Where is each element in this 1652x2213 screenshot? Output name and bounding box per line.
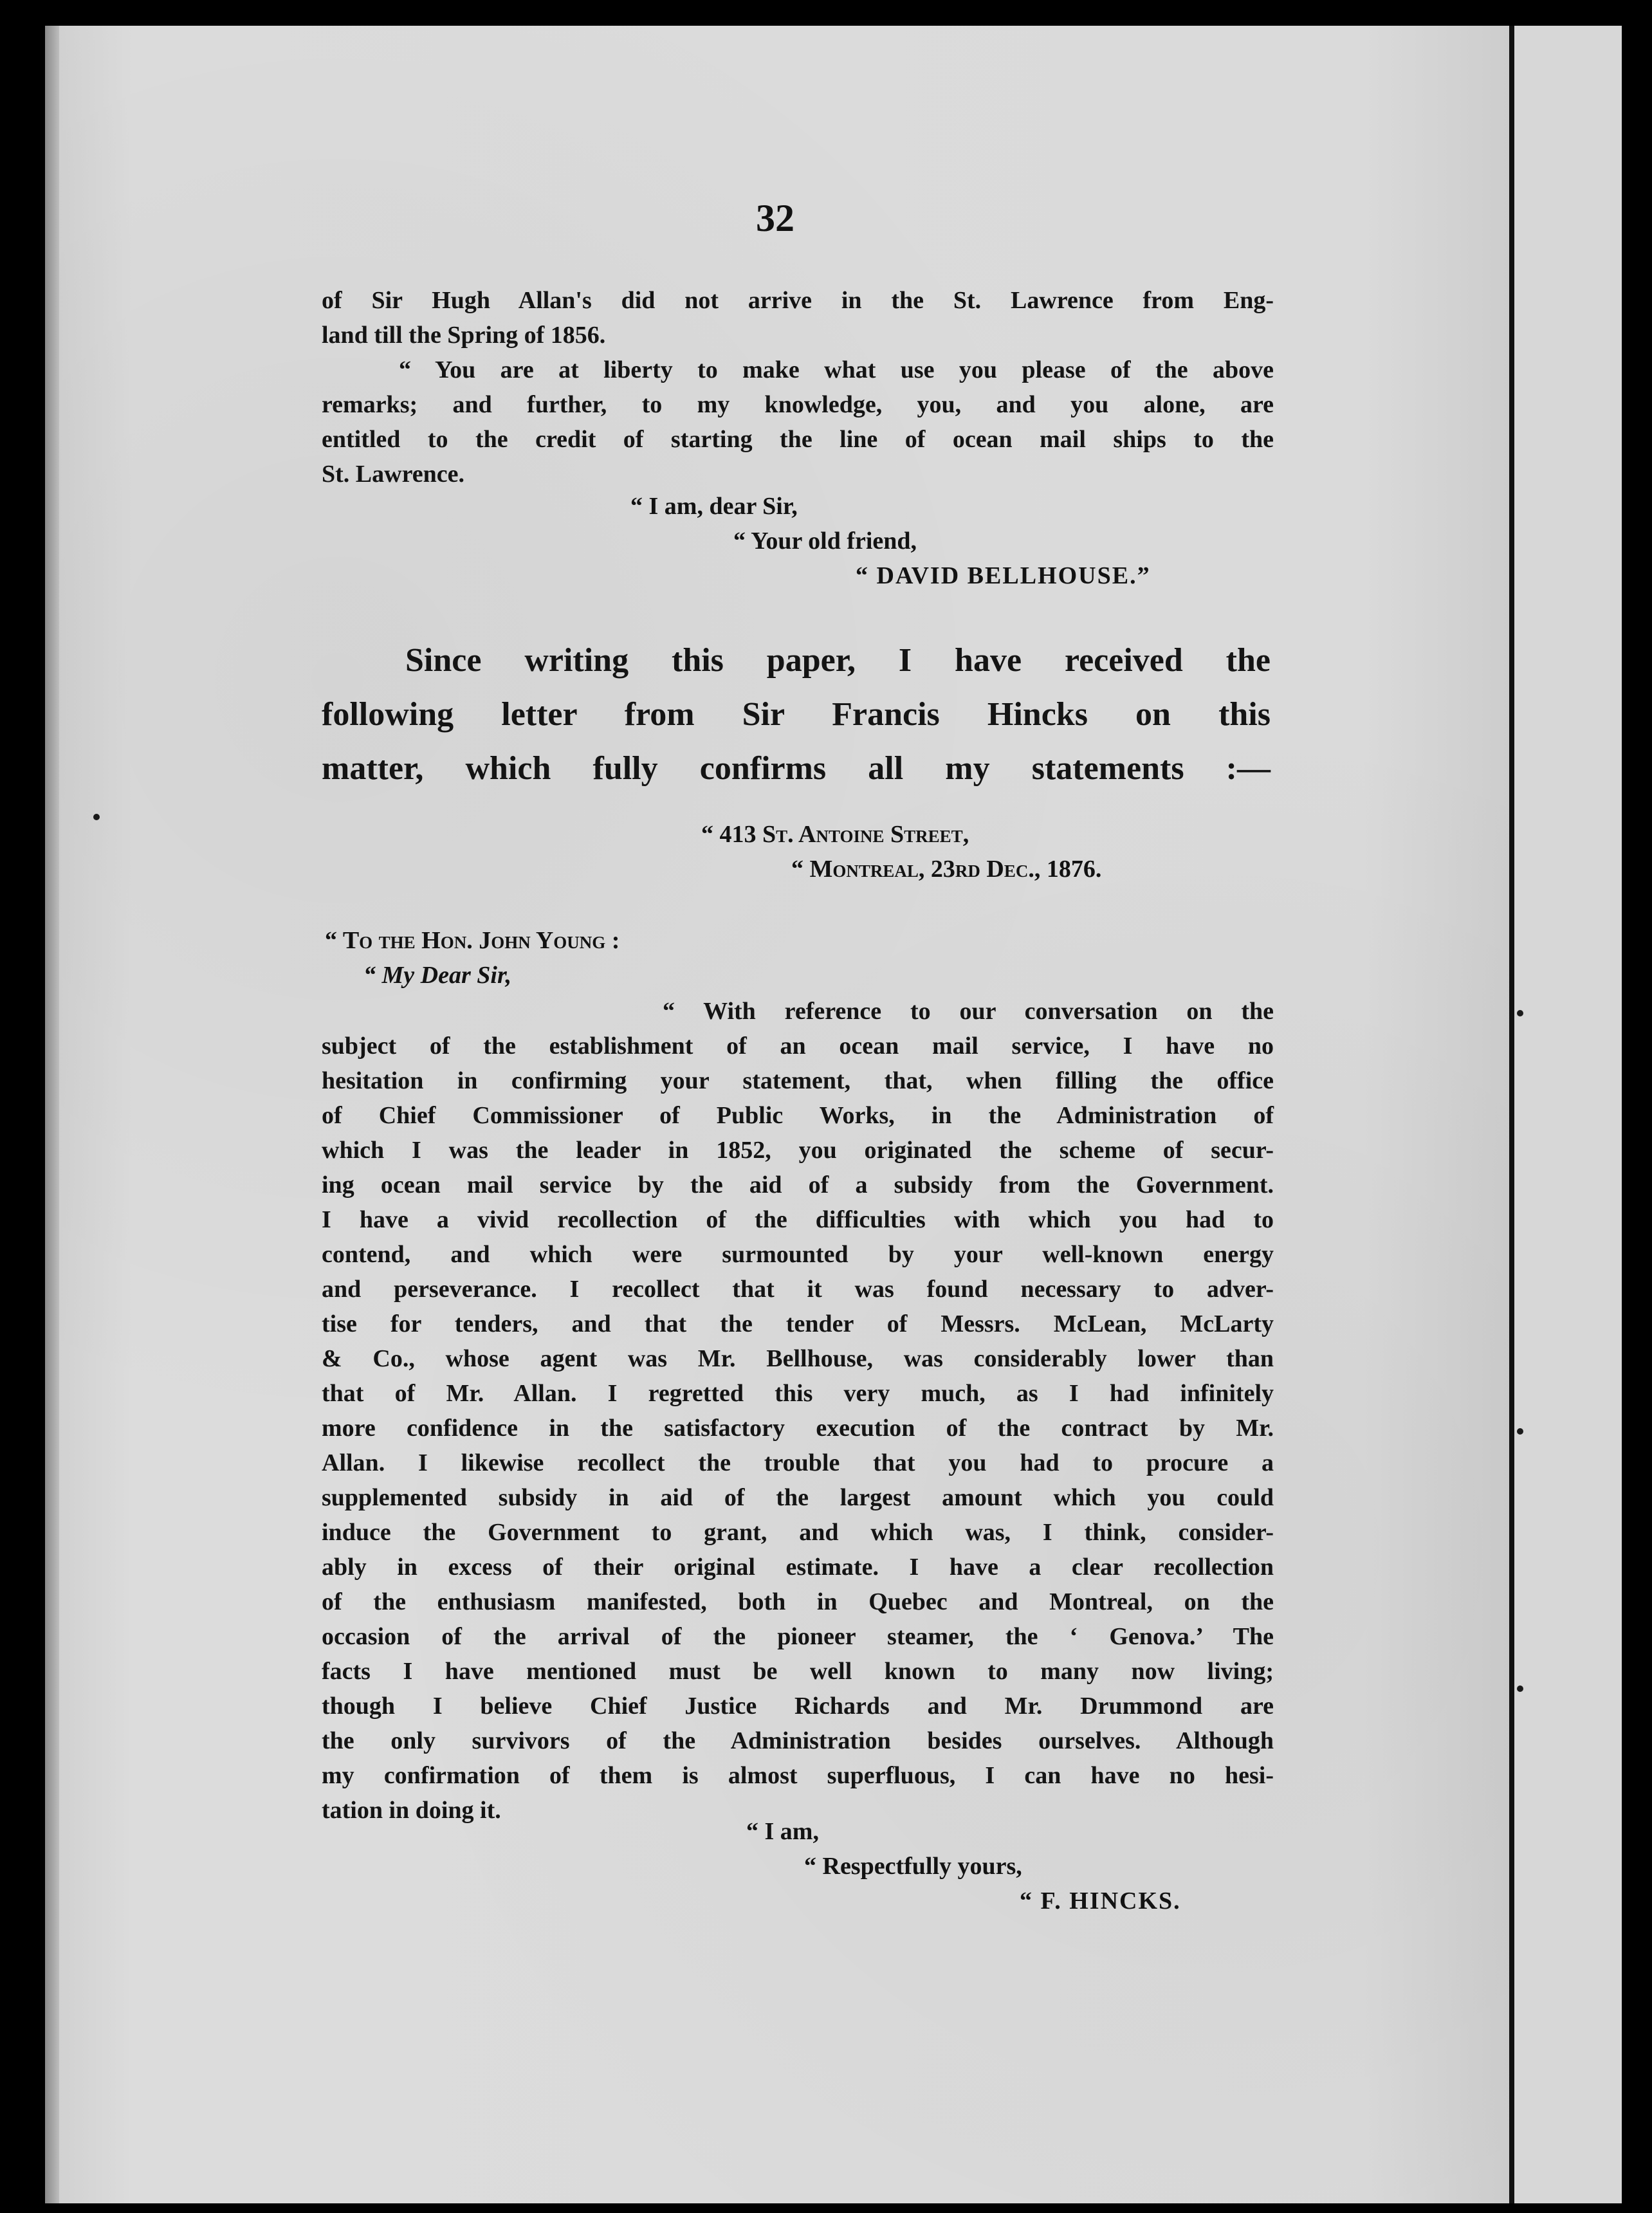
text-line: of Sir Hugh Allan's did not arrive in the St. Lawrence from Eng- xyxy=(322,287,1274,314)
text-line: contend, and which were surmounted by your well-known energy xyxy=(322,1241,1274,1268)
bellhouse-signature xyxy=(322,489,1274,593)
spine-mark xyxy=(1517,1685,1523,1692)
text-line: following letter from Sir Francis Hincks on this xyxy=(322,696,1271,733)
page-number: 32 xyxy=(756,197,794,239)
text-line: and perseverance. I recollect that it was found necessary to adver- xyxy=(322,1276,1274,1303)
text-line: of Chief Commissioner of Public Works, in the Administration of xyxy=(322,1102,1274,1129)
recipient-line: “ To the Hon. John Young : xyxy=(325,927,620,954)
address-line: “ 413 St. Antoine Street, xyxy=(701,821,969,848)
letter-salutation xyxy=(322,923,1274,993)
text-line: subject of the establishment of an ocean mail service, I have no xyxy=(322,1033,1274,1060)
text-line: entitled to the credit of starting the line of ocean mail ships to the xyxy=(322,426,1274,453)
signature-name: “ DAVID BELLHOUSE.” xyxy=(856,562,1151,589)
text-line: though I believe Chief Justice Richards and Mr. Drummond are xyxy=(322,1693,1274,1720)
text-line: tise for tenders, and that the tender of Messrs. McLean, McLarty xyxy=(322,1310,1274,1337)
text-line: matter, which fully confirms all my statements :— xyxy=(322,750,1271,787)
text-line: & Co., whose agent was Mr. Bellhouse, was considerably lower than xyxy=(322,1345,1274,1372)
text-line: the only survivors of the Administration besides ourselves. Although xyxy=(322,1727,1274,1754)
text-line: of the enthusiasm manifested, both in Quebec and Montreal, on the xyxy=(322,1588,1274,1615)
hincks-signature xyxy=(322,1814,1274,1918)
text-line: land till the Spring of 1856. xyxy=(322,322,606,349)
signature-name: “ F. HINCKS. xyxy=(1020,1887,1181,1915)
letter-address xyxy=(322,817,1274,886)
text-line: ably in excess of their original estimate. I have a clear recollection xyxy=(322,1554,1274,1581)
closing-line: “ Your old friend, xyxy=(733,528,917,555)
text-line: hesitation in confirming your statement, that, when filling the office xyxy=(322,1067,1274,1094)
text-line: Allan. I likewise recollect the trouble that you had to procure a xyxy=(322,1449,1274,1476)
text-line: which I was the leader in 1852, you originated the scheme of secur- xyxy=(322,1137,1274,1164)
address-date-line: “ Montreal, 23rd Dec., 1876. xyxy=(791,856,1102,883)
text-line: ing ocean mail service by the aid of a subsidy from the Government. xyxy=(322,1171,1274,1198)
text-line: supplemented subsidy in aid of the largest amount which you could xyxy=(322,1484,1274,1511)
text-line: tation in doing it. xyxy=(322,1797,501,1824)
opening-paragraph xyxy=(322,283,1274,491)
closing-line: “ I am, xyxy=(746,1818,819,1845)
closing-line: “ Respectfully yours, xyxy=(804,1853,1022,1880)
text-line: facts I have mentioned must be well known to many now living; xyxy=(322,1658,1274,1685)
text-line: “ With reference to our conversation on the xyxy=(663,998,1274,1025)
text-line: that of Mr. Allan. I regretted this very much, as I had infinitely xyxy=(322,1380,1274,1407)
greeting-line: “ My Dear Sir, xyxy=(363,962,512,989)
spine-mark xyxy=(1517,1428,1523,1435)
text-line: “ You are at liberty to make what use you please of the above xyxy=(399,356,1274,383)
spine-mark xyxy=(1517,1010,1523,1016)
page-edge-shadow xyxy=(45,26,59,2203)
text-line: my confirmation of them is almost superfluous, I can have no hesi- xyxy=(322,1762,1274,1789)
text-line: I have a vivid recollection of the difficulties with which you had to xyxy=(322,1206,1274,1233)
closing-line: “ I am, dear Sir, xyxy=(630,493,798,520)
text-line: more confidence in the satisfactory execution of the contract by Mr. xyxy=(322,1415,1274,1442)
spine-mark xyxy=(93,814,100,820)
adjacent-page-edge xyxy=(1509,26,1622,2203)
text-line: remarks; and further, to my knowledge, you, and you alone, are xyxy=(322,391,1274,418)
text-line: Since writing this paper, I have received the xyxy=(405,642,1271,679)
text-line: induce the Government to grant, and which was, I think, consider- xyxy=(322,1519,1274,1546)
intro-paragraph xyxy=(322,634,1271,796)
text-line: St. Lawrence. xyxy=(322,461,464,488)
text-line: occasion of the arrival of the pioneer steamer, the ‘ Genova.’ The xyxy=(322,1623,1274,1650)
letter-body xyxy=(322,994,1274,1828)
